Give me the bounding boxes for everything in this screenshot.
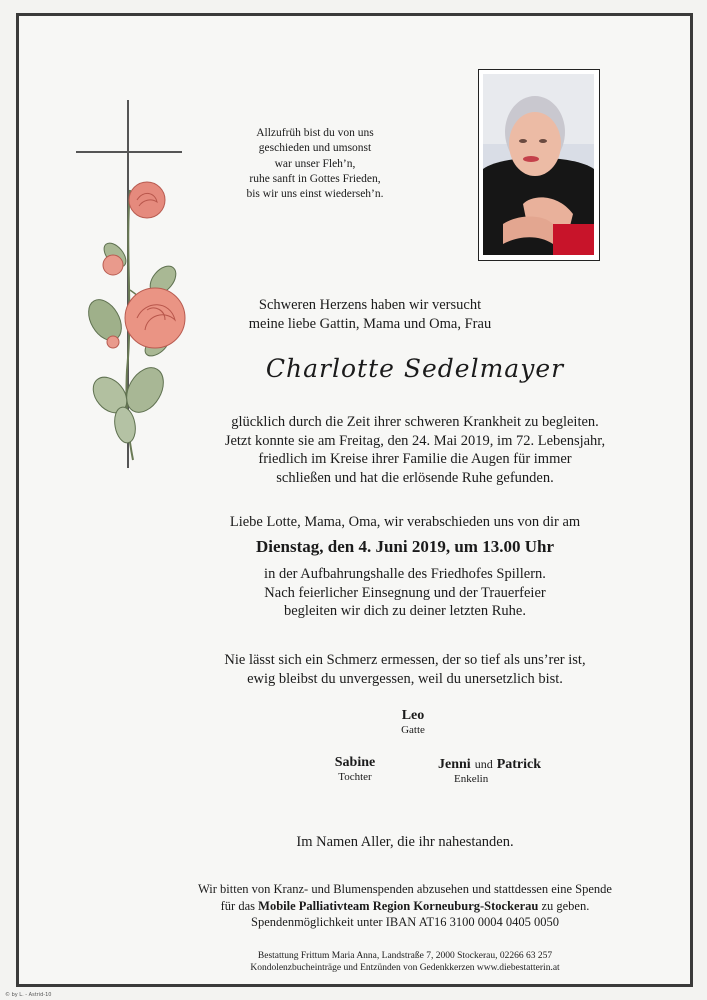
donation-text [150, 881, 660, 931]
intro-line: Schweren Herzens haben wir versucht [258, 297, 482, 313]
place-line: Nach feierlicher Einsegnung und der Trauerfeier [264, 584, 546, 601]
mourner-jenni-patrick [438, 755, 578, 785]
verse-line: Nie lässt sich ein Schmerz ermessen, der so tief als uns’rer ist, [224, 652, 586, 668]
passing-line: glücklich durch die Zeit ihrer schweren Krankheit zu begleiten. [231, 414, 599, 430]
donation-line: Wir bitten von Kranz- und Blumenspenden abzusehen und stattdessen eine Spende [198, 882, 612, 896]
donation-pre: für das [220, 898, 256, 913]
donation-recipient: Mobile Palliativteam Region Korneuburg-Stockerau [258, 898, 539, 913]
place-line: in der Aufbahrungshalle des Friedhofes Spillern. [264, 566, 546, 582]
farewell-line: Liebe Lotte, Mama, Oma, wir verabschieden uns von dir am [229, 514, 581, 530]
intro-line: meine liebe Gattin, Mama und Oma, Frau [248, 316, 492, 332]
mourner-name: Sabine [334, 755, 376, 770]
mourner-conjunction: und [474, 757, 493, 771]
portrait-photo [483, 74, 594, 255]
poem-line: Allzufrüh bist du von uns [256, 127, 374, 139]
ceremony-date: Dienstag, den 4. Juni 2019, um 13.00 Uhr [255, 537, 554, 556]
donation-iban: Spendenmöglichkeit unter IBAN AT16 3100 0004 0405 0050 [251, 915, 559, 929]
donation-post: zu geben. [541, 898, 590, 913]
verse [160, 651, 650, 689]
place-line: begleiten wir dich zu deiner letzten Ruhe. [284, 603, 526, 619]
deceased-name: Charlotte Sedelmayer [265, 354, 565, 383]
intro-text [210, 296, 530, 334]
mourner-leo [373, 708, 453, 736]
poem-line: war unser Fleh’n, [274, 157, 356, 170]
footer [150, 950, 660, 974]
poem-line: geschieden und umsonst [258, 142, 372, 155]
verse-line: ewig bleibst du unvergessen, weil du unersetzlich bist. [247, 671, 563, 687]
mourner-role: Enkelin [454, 773, 489, 785]
poem-line: ruhe sanft in Gottes Frieden, [249, 172, 381, 185]
mourner-role: Tochter [338, 771, 372, 783]
mourner-name: Jenni [438, 757, 471, 772]
passing-text [195, 413, 635, 487]
passing-line: Jetzt konnte sie am Freitag, den 24. Mai 2019, im 72. Lebensjahr, [224, 432, 606, 449]
mourner-name-2: Patrick [496, 757, 542, 772]
cross-horizontal [76, 151, 182, 153]
portrait-frame [478, 69, 600, 261]
footer-line: Kondolenzbucheinträge und Entzünden von Gedenkkerzen www.diebestatterin.at [250, 963, 560, 973]
credit-text: © by L. - Astrid-10 [5, 992, 52, 998]
poem-line: bis wir uns einst wiederseh’n. [246, 188, 384, 201]
passing-line: friedlich im Kreise ihrer Familie die Augen für immer [258, 451, 572, 467]
mourner-role: Gatte [401, 724, 425, 736]
rose-illustration [85, 170, 205, 465]
ceremony-place [175, 565, 635, 621]
mourner-name: Leo [401, 708, 425, 723]
passing-line: schließen und hat die erlösende Ruhe gefunden. [276, 469, 554, 486]
poem [210, 126, 420, 202]
mourner-sabine [315, 755, 395, 783]
closing-text: Im Namen Aller, die ihr nahestanden. [296, 834, 514, 850]
footer-line: Bestattung Frittum Maria Anna, Landstraße 7, 2000 Stockerau, 02266 63 257 [257, 951, 553, 961]
